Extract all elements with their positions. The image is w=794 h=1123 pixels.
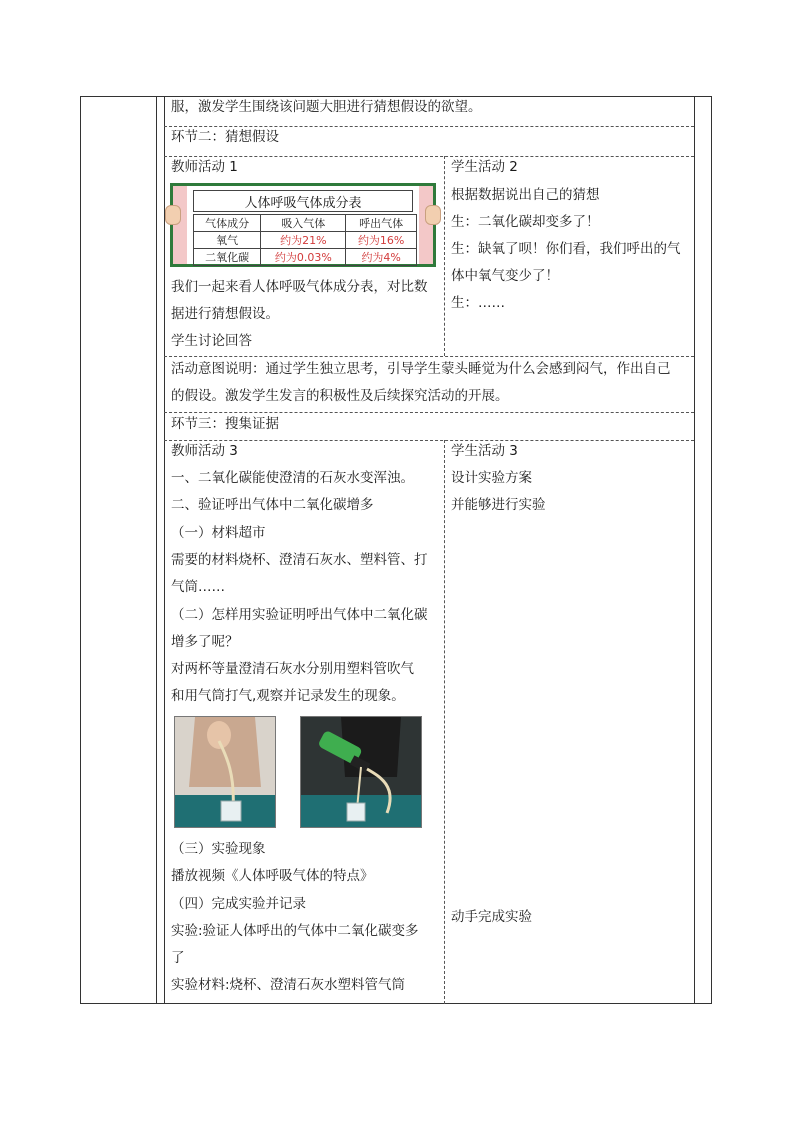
gas-composition-table — [193, 214, 417, 266]
teacher-activity-1-line: 据进行猜想假设。 — [171, 306, 279, 322]
teacher-activity-3-line: 实验:验证人体呼出的气体中二氧化碳变多 — [171, 923, 419, 939]
section-title-evidence: 环节三：搜集证据 — [171, 416, 279, 432]
table-cell: 约为21% — [261, 232, 346, 249]
table-cell: 二氧化碳 — [194, 249, 261, 266]
teacher-activity-3-line: 一、二氧化碳能使澄清的石灰水变浑浊。 — [171, 470, 414, 486]
teacher-activity-1-heading: 教师活动 1 — [171, 159, 238, 175]
row-divider — [164, 156, 694, 157]
table-cell: 约为0.03% — [261, 249, 346, 266]
teacher-activity-3-line: （一）材料超市 — [171, 525, 266, 541]
student-activity-3-line: 并能够进行实验 — [451, 497, 546, 513]
intro-text: 服，激发学生围绕该问题大胆进行猜想假设的欲望。 — [171, 99, 482, 115]
table-cell: 约为4% — [346, 249, 417, 266]
cartoon-hand-right — [425, 205, 441, 225]
table-cell: 约为16% — [346, 232, 417, 249]
table-header-cell: 气体成分 — [194, 215, 261, 232]
teacher-activity-3-line: 了 — [171, 950, 185, 966]
cartoon-hand-left — [165, 205, 181, 225]
teacher-activity-3-line: 二、验证呼出气体中二氧化碳增多 — [171, 497, 374, 513]
student-activity-3-line: 设计实验方案 — [451, 470, 532, 486]
student-activity-2-line: 生：二氧化碳却变多了！ — [451, 214, 600, 230]
teacher-activity-1-line: 学生讨论回答 — [171, 333, 252, 349]
activity-intent-line: 的假设。激发学生发言的积极性及后续探究活动的开展。 — [171, 388, 509, 404]
table-row — [194, 249, 417, 266]
teacher-activity-3-line: （四）完成实验并记录 — [171, 896, 306, 912]
table-row — [194, 232, 417, 249]
photo-pumping-air — [300, 716, 422, 828]
teacher-activity-3-heading: 教师活动 3 — [171, 443, 238, 459]
teacher-activity-3-line: （二）怎样用实验证明呼出气体中二氧化碳 — [171, 607, 428, 623]
photo-blowing-through-tube — [174, 716, 276, 828]
table-header-cell: 呼出气体 — [346, 215, 417, 232]
student-activity-3-line: 动手完成实验 — [451, 909, 532, 925]
teacher-activity-3-line: 实验材料:烧杯、澄清石灰水塑料管气筒 — [171, 977, 406, 993]
table-header-cell: 吸入气体 — [261, 215, 346, 232]
teacher-activity-3-line: 气筒…… — [171, 579, 225, 595]
row-divider — [164, 440, 694, 441]
column-divider-inner — [164, 96, 165, 1004]
gas-table-title: 人体呼吸气体成分表 — [244, 196, 362, 211]
column-divider-right — [694, 96, 695, 1004]
section-title-guess: 环节二：猜想假设 — [171, 129, 279, 145]
teacher-activity-3-line: 需要的材料烧杯、澄清石灰水、塑料管、打 — [171, 552, 428, 568]
student-activity-2-line: 体中氧气变少了！ — [451, 268, 559, 284]
activity-column-divider — [444, 440, 445, 1004]
teacher-activity-3-line: 播放视频《人体呼吸气体的特点》 — [171, 868, 374, 884]
teacher-activity-3-line: 和用气筒打气,观察并记录发生的现象。 — [171, 688, 405, 704]
teacher-activity-3-line: （三）实验现象 — [171, 841, 266, 857]
teacher-activity-1-line: 我们一起来看人体呼吸气体成分表，对比数 — [171, 279, 428, 295]
student-activity-2-line: 根据数据说出自己的猜想 — [451, 187, 600, 203]
column-divider-left — [156, 96, 157, 1004]
breathing-gas-table-image — [170, 183, 436, 267]
activity-column-divider — [444, 156, 445, 356]
student-activity-2-line: 生：…… — [451, 295, 505, 311]
table-row — [194, 215, 417, 232]
student-activity-2-heading: 学生活动 2 — [451, 159, 518, 175]
teacher-activity-3-line: 对两杯等量澄清石灰水分别用塑料管吹气 — [171, 661, 414, 677]
teacher-activity-3-line: 增多了呢？ — [171, 634, 239, 650]
activity-intent-line: 活动意图说明：通过学生独立思考，引导学生蒙头睡觉为什么会感到闷气，作出自己 — [171, 361, 671, 377]
student-activity-2-line: 生：缺氧了呗！你们看，我们呼出的气 — [451, 241, 681, 257]
student-activity-3-heading: 学生活动 3 — [451, 443, 518, 459]
table-cell: 氧气 — [194, 232, 261, 249]
